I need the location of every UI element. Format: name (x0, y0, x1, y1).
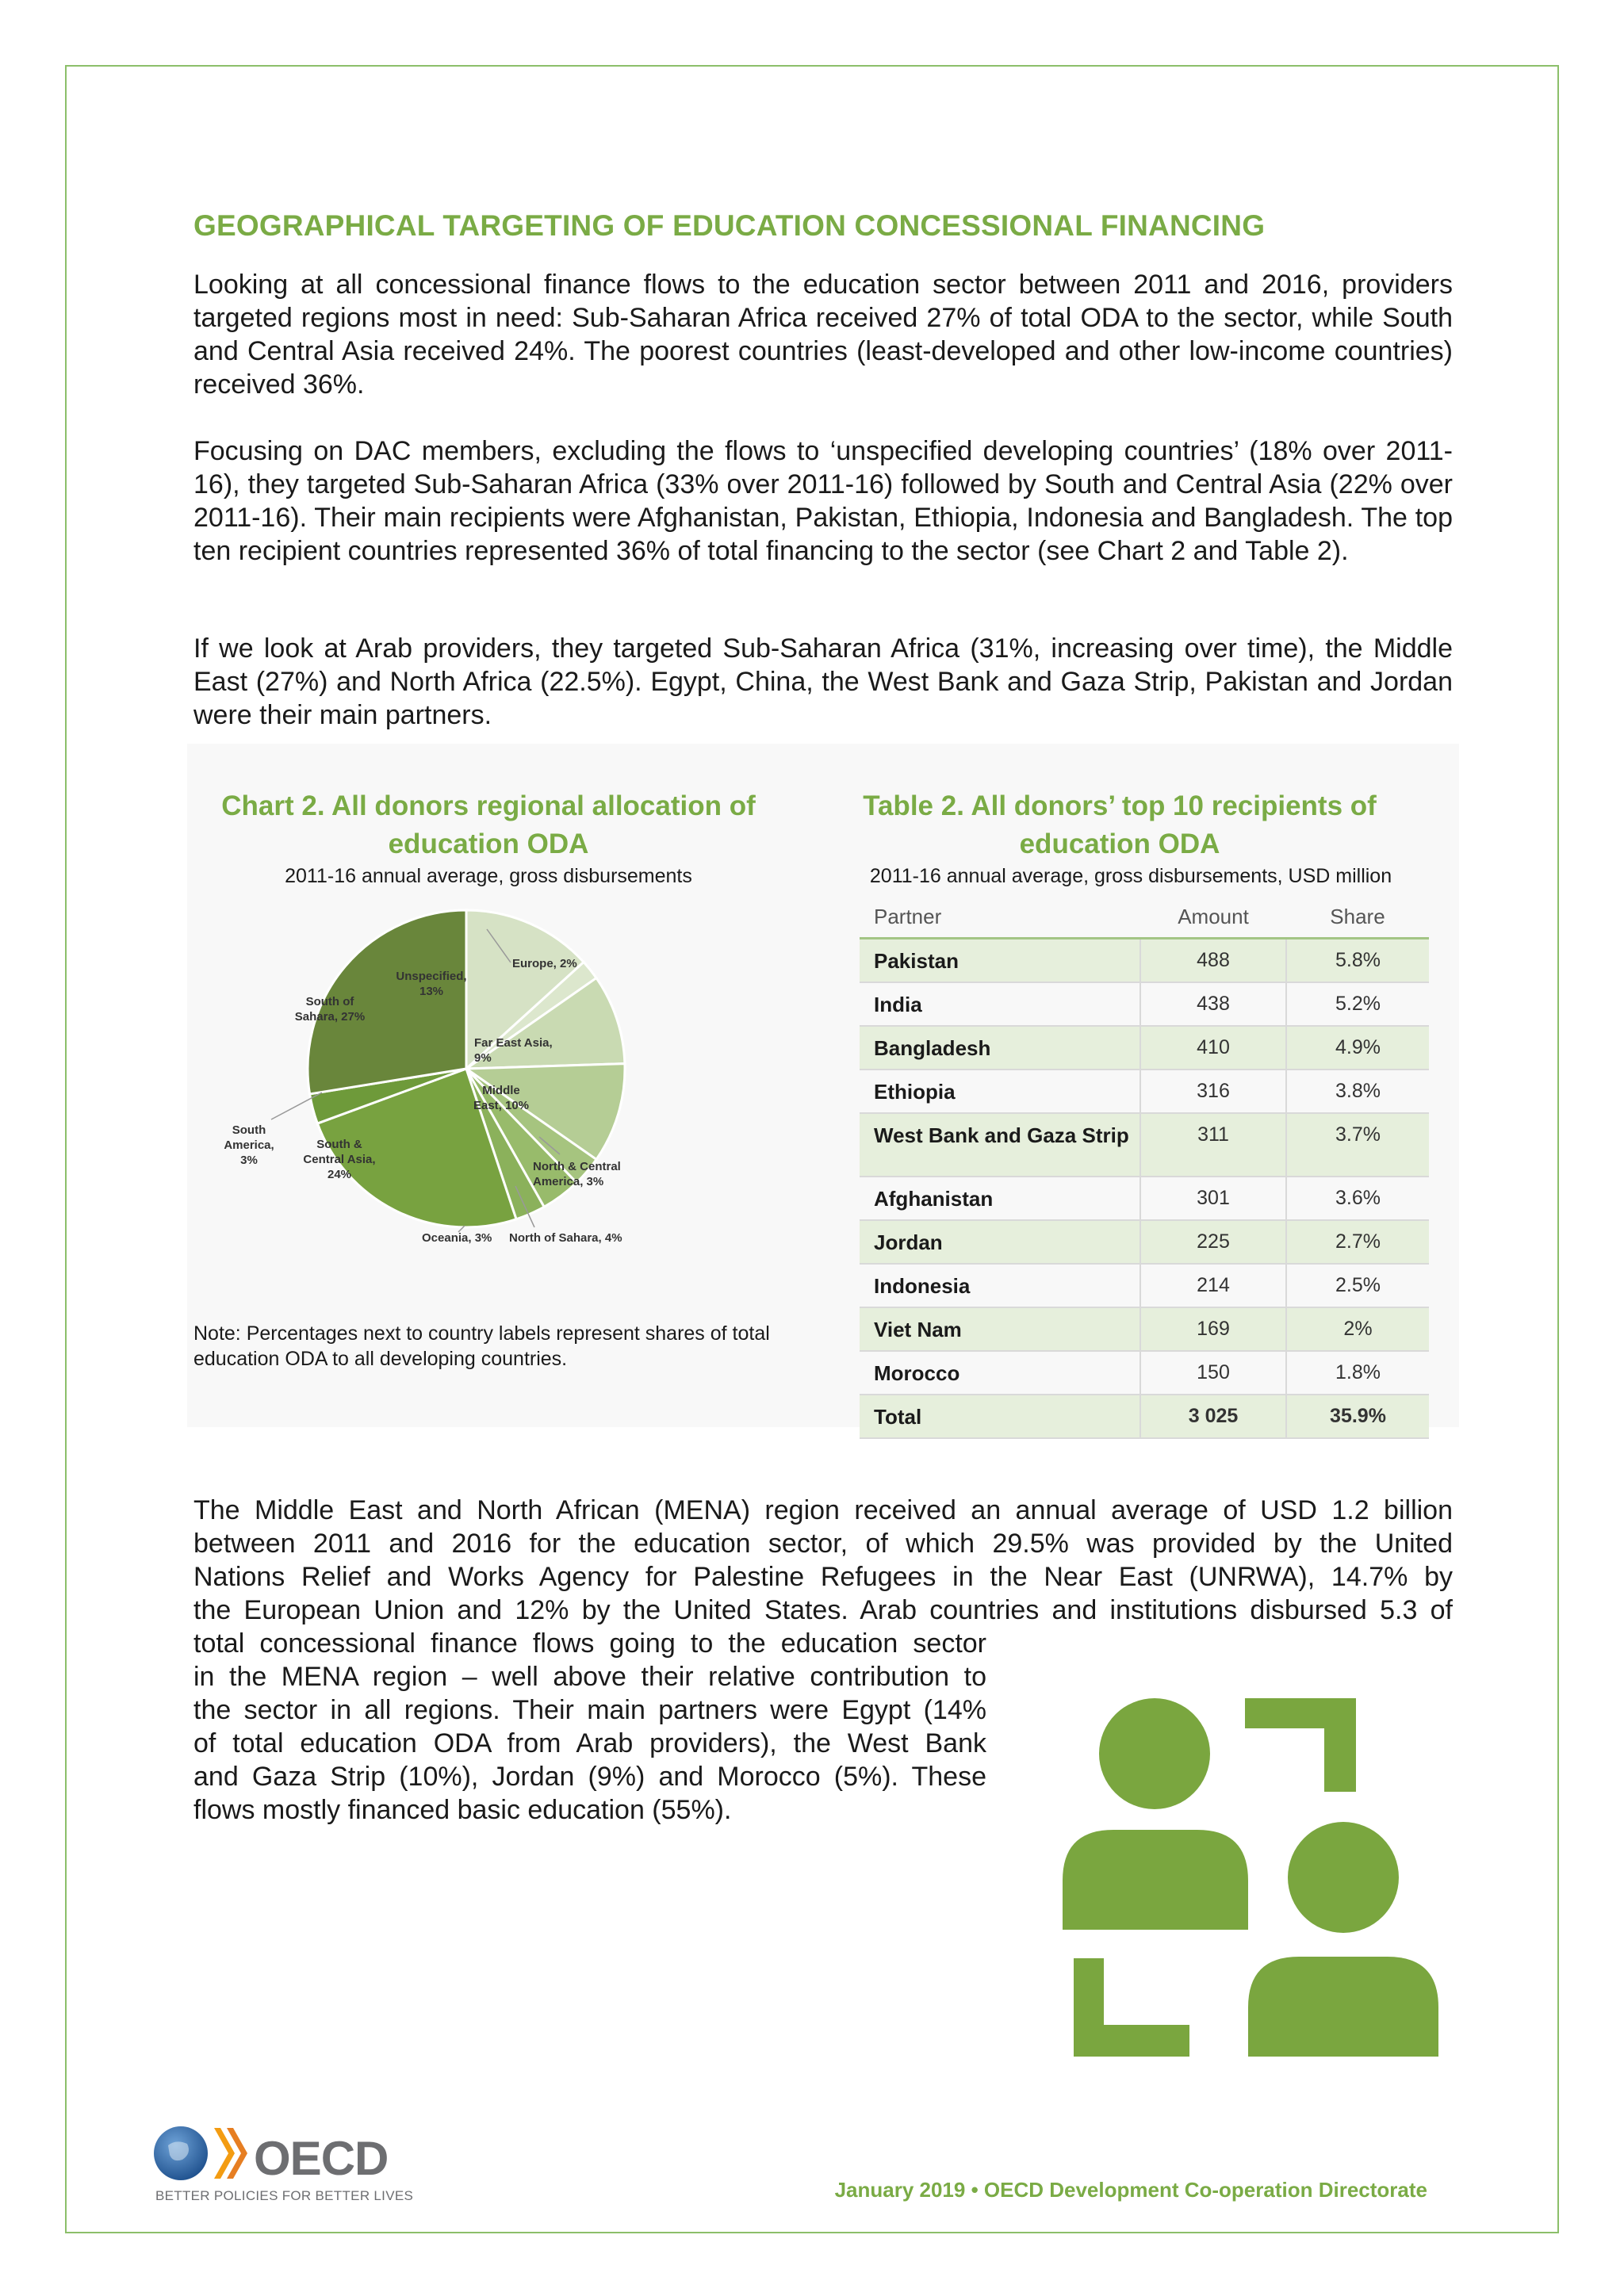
table-total-row (860, 1395, 1429, 1438)
share-cell: 5.8% (1286, 939, 1429, 983)
share-cell: 3.6% (1286, 1177, 1429, 1220)
chart-note: Note: Percentages next to country labels represent shares of total education ODA to all developing countries. (193, 1322, 770, 1370)
slice-label: Europe, 2% (512, 957, 577, 970)
person-body-icon (1248, 1957, 1438, 2057)
partner-cell: India (860, 982, 1140, 1026)
share-cell: 3.7% (1286, 1113, 1429, 1177)
table-row (860, 1070, 1429, 1113)
paragraph-3: If we look at Arab providers, they targeted Sub-Saharan Africa (31%, increasing over time), the Middle East (27%) and North Africa (22.5%). Egypt, China, the West Bank and Gaza Strip, Pakistan and Jordan were their main partners. (193, 633, 1453, 730)
corner-bracket-icon (1074, 1958, 1189, 2057)
partner-cell: Bangladesh (860, 1026, 1140, 1070)
share-cell: 1.8% (1286, 1351, 1429, 1395)
table-row (860, 1177, 1429, 1220)
corner-bracket-icon (1245, 1698, 1356, 1792)
paragraph-4-line: and Gaza Strip (10%), Jordan (9%) and Morocco (5%). These (193, 1762, 986, 1792)
amount-cell: 488 (1140, 939, 1286, 983)
amount-cell: 311 (1140, 1113, 1286, 1177)
share-cell: 4.9% (1286, 1026, 1429, 1070)
slice-label: Far East Asia, 9% (474, 1036, 553, 1065)
amount-cell: 169 (1140, 1307, 1286, 1351)
amount-cell: 150 (1140, 1351, 1286, 1395)
paragraph-4-line: total concessional finance flows going to the education sector (193, 1628, 986, 1659)
slice-label: Unspecified, 13% (396, 970, 467, 998)
paragraph-4-line: between 2011 and 2016 for the education sector, of which 29.5% was provided by the United (193, 1529, 1453, 1559)
chart-table-panel (187, 744, 1459, 1427)
chart-subtitle: 2011-16 annual average, gross disbursements (285, 865, 692, 887)
amount-cell: 225 (1140, 1220, 1286, 1264)
recipients-table (860, 896, 1429, 1439)
slice-label: South & Central Asia, 24% (303, 1138, 376, 1181)
header-share: Share (1286, 896, 1429, 939)
share-cell: 2.7% (1286, 1220, 1429, 1264)
partner-cell: Jordan (860, 1220, 1140, 1264)
share-cell: 5.2% (1286, 982, 1429, 1026)
slice-label: South America, 3% (224, 1123, 274, 1167)
slice-label: North of Sahara, 4% (509, 1231, 622, 1245)
paragraph-4-line: in the MENA region – well above their relative contribution to (193, 1662, 986, 1692)
amount-cell: 301 (1140, 1177, 1286, 1220)
person-head-icon (1099, 1698, 1210, 1809)
logo-wordmark: OECD (254, 2132, 389, 2185)
slice-label: South of Sahara, 27% (294, 995, 366, 1024)
section-heading: GEOGRAPHICAL TARGETING OF EDUCATION CONCESSIONAL FINANCING (193, 209, 1266, 242)
paragraph-4-line: Nations Relief and Works Agency for Palestine Refugees in the Near East (UNRWA), 14.7% by (193, 1562, 1453, 1592)
slice-label: Oceania, 3% (422, 1231, 492, 1245)
people-icon (1063, 1697, 1443, 2077)
share-cell: 2.5% (1286, 1264, 1429, 1307)
paragraph-1: Looking at all concessional finance flows to the education sector between 2011 and 2016, providers targeted regions most in need: Sub-Saharan Africa received 27% of total ODA to the sector, while South and Central Asia received 24%. The poorest countries (least-developed and other low-income countries) received 36%. (193, 270, 1453, 400)
amount-cell: 410 (1140, 1026, 1286, 1070)
share-cell: 3.8% (1286, 1070, 1429, 1113)
table-row (860, 1113, 1429, 1177)
header-amount: Amount (1140, 896, 1286, 939)
paragraph-4-line: The Middle East and North African (MENA) region received an annual average of USD 1.2 billion (193, 1495, 1453, 1525)
footer-text: January 2019 • OECD Development Co-operation Directorate (834, 2178, 1427, 2202)
chart-title: Chart 2. All donors regional allocation of education ODA (221, 790, 756, 859)
total-amount-cell: 3 025 (1140, 1395, 1286, 1438)
partner-cell: Viet Nam (860, 1307, 1140, 1351)
paragraph-4-line: flows mostly financed basic education (55%). (193, 1795, 732, 1825)
total-share-cell: 35.9% (1286, 1395, 1429, 1438)
partner-cell: Ethiopia (860, 1070, 1140, 1113)
table-row (860, 1220, 1429, 1264)
partner-cell: Afghanistan (860, 1177, 1140, 1220)
paragraph-2: Focusing on DAC members, excluding the flows to ‘unspecified developing countries’ (18% over 2011-16), they targeted Sub-Saharan Africa (33% over 2011-16) followed by South and Central Asia (22% over 2011-16). Their main recipients were Afghanistan, Pakistan, Ethiopia, Indonesia and Bangladesh. The top ten recipient countries represented 36% of total financing to the sector (see Chart 2 and Table 2). (193, 436, 1453, 566)
slice-label: North & Central America, 3% (533, 1160, 621, 1188)
partner-cell: Pakistan (860, 939, 1140, 983)
table-row (860, 939, 1429, 983)
table-row (860, 1264, 1429, 1307)
paragraph-4-line: the sector in all regions. Their main partners were Egypt (14% (193, 1695, 986, 1725)
partner-cell: Indonesia (860, 1264, 1140, 1307)
table-subtitle: 2011-16 annual average, gross disbursements, USD million (869, 865, 1392, 887)
table-title: Table 2. All donors’ top 10 recipients of education ODA (863, 790, 1377, 859)
person-head-icon (1288, 1822, 1399, 1933)
table-row (860, 1351, 1429, 1395)
header-partner: Partner (860, 896, 1140, 939)
paragraph-4-line: of total education ODA from Arab providers), the West Bank (193, 1728, 986, 1758)
amount-cell: 214 (1140, 1264, 1286, 1307)
table-row (860, 1307, 1429, 1351)
share-cell: 2% (1286, 1307, 1429, 1351)
slice-label: Middle East, 10% (473, 1084, 530, 1112)
partner-cell: West Bank and Gaza Strip (860, 1113, 1140, 1177)
logo-tagline: BETTER POLICIES FOR BETTER LIVES (155, 2188, 414, 2203)
table-header-row (860, 896, 1429, 939)
total-label-cell: Total (860, 1395, 1140, 1438)
person-body-icon (1063, 1830, 1248, 1930)
amount-cell: 316 (1140, 1070, 1286, 1113)
pie-chart (224, 910, 742, 1267)
partner-cell: Morocco (860, 1351, 1140, 1395)
table-row (860, 1026, 1429, 1070)
table-row (860, 982, 1429, 1026)
amount-cell: 438 (1140, 982, 1286, 1026)
paragraph-4-line: the European Union and 12% by the United States. Arab countries and institutions disbursed 5.3 of (193, 1595, 1453, 1625)
